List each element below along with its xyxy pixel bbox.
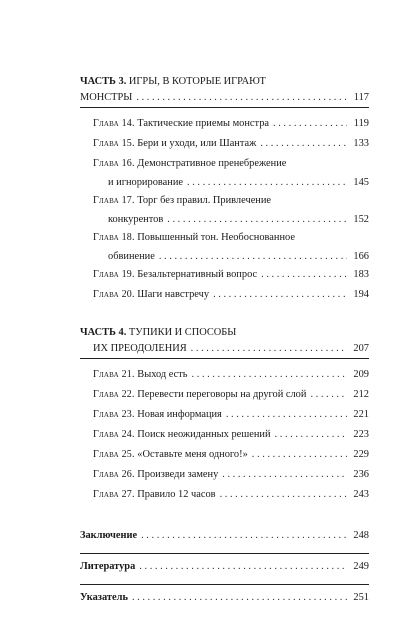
- chapter-title-cont: и игнорирование: [108, 177, 183, 188]
- chapter-page: 194: [353, 289, 369, 300]
- part-4-title-cont: ИХ ПРЕОДОЛЕНИЯ: [93, 343, 187, 354]
- chapter-prefix: Глава 26.: [93, 469, 135, 480]
- chapter-page: 212: [353, 389, 369, 400]
- chapter-prefix: Глава 14.: [93, 118, 135, 129]
- part-3-title: ИГРЫ, В КОТОРЫЕ ИГРАЮТ: [128, 76, 266, 87]
- chapter-title: Повышенный тон. Необоснованное: [137, 232, 295, 243]
- backmatter-title: Заключение: [80, 530, 138, 541]
- leader-dots: [275, 425, 347, 445]
- toc-chapter-22: [80, 385, 369, 405]
- chapter-prefix: Глава 27.: [93, 489, 135, 500]
- chapter-page: 183: [353, 269, 369, 280]
- backmatter-page: 248: [353, 530, 369, 541]
- chapter-title: Новая информация: [137, 409, 222, 420]
- toc-chapter-16: [80, 154, 369, 174]
- part-4-number: ЧАСТЬ 4.: [80, 327, 127, 338]
- divider: [80, 358, 369, 359]
- chapter-page: 166: [353, 251, 369, 262]
- leader-dots: [136, 89, 347, 106]
- toc-chapter-23: [80, 405, 369, 425]
- leader-dots: [141, 525, 347, 547]
- chapter-title: Правило 12 часов: [137, 489, 216, 500]
- chapter-title: Тактические приемы монстра: [137, 118, 270, 129]
- chapter-title: Выход есть: [137, 369, 188, 380]
- chapter-page: 221: [353, 409, 369, 420]
- leader-dots: [260, 134, 347, 154]
- leader-dots: [139, 556, 347, 578]
- leader-dots: [192, 365, 347, 385]
- toc-chapter-17: [80, 191, 369, 211]
- chapter-title: Торг без правил. Привлечение: [137, 195, 272, 206]
- toc-chapter-16-cont: [80, 174, 369, 191]
- part-4-heading-cont: [80, 340, 369, 357]
- toc-chapter-19: [80, 265, 369, 285]
- chapter-prefix: Глава 16.: [93, 158, 135, 169]
- chapter-prefix: Глава 22.: [93, 389, 135, 400]
- divider: [80, 553, 369, 554]
- chapter-page: 243: [353, 489, 369, 500]
- part-4-heading: [80, 325, 369, 340]
- chapter-page: 152: [353, 214, 369, 225]
- chapter-prefix: Глава 18.: [93, 232, 135, 243]
- part-3-page: 117: [353, 92, 369, 103]
- toc-chapter-21: [80, 365, 369, 385]
- leader-dots: [222, 465, 347, 485]
- chapter-page: 229: [353, 449, 369, 460]
- leader-dots: [213, 285, 347, 305]
- chapter-title: Поиск неожиданных решений: [137, 429, 271, 440]
- toc-index: [80, 587, 369, 609]
- toc-chapter-26: [80, 465, 369, 485]
- table-of-contents: [80, 74, 369, 609]
- leader-dots: [167, 211, 347, 228]
- chapter-prefix: Глава 21.: [93, 369, 135, 380]
- leader-dots: [159, 248, 347, 265]
- chapter-prefix: Глава 20.: [93, 289, 135, 300]
- toc-chapter-18: [80, 228, 369, 248]
- toc-conclusion: [80, 525, 369, 547]
- chapter-prefix: Глава 19.: [93, 269, 135, 280]
- toc-chapter-27: [80, 485, 369, 505]
- part-3-heading-cont: [80, 89, 369, 106]
- part-4-page: 207: [353, 343, 369, 354]
- chapter-prefix: Глава 15.: [93, 138, 135, 149]
- toc-literature: [80, 556, 369, 578]
- part-3-heading: [80, 74, 369, 89]
- chapter-title: Безальтернативный вопрос: [137, 269, 258, 280]
- toc-chapter-20: [80, 285, 369, 305]
- leader-dots: [220, 485, 347, 505]
- chapter-title: «Оставьте меня одного!»: [137, 449, 248, 460]
- leader-dots: [310, 385, 347, 405]
- chapter-page: 119: [353, 118, 369, 129]
- toc-chapter-14: [80, 114, 369, 134]
- leader-dots: [187, 174, 347, 191]
- chapter-title: Перевести переговоры на другой слой: [137, 389, 307, 400]
- chapter-title: Демонстративное пренебрежение: [137, 158, 287, 169]
- leader-dots: [252, 445, 347, 465]
- chapter-prefix: Глава 23.: [93, 409, 135, 420]
- leader-dots: [273, 114, 347, 134]
- chapter-prefix: Глава 24.: [93, 429, 135, 440]
- leader-dots: [261, 265, 347, 285]
- toc-chapter-17-cont: [80, 211, 369, 228]
- toc-chapter-24: [80, 425, 369, 445]
- part-3-number: ЧАСТЬ 3.: [80, 76, 127, 87]
- part-4-title: ТУПИКИ И СПОСОБЫ: [128, 327, 237, 338]
- backmatter-title: Литература: [80, 561, 136, 572]
- chapter-title-cont: обвинение: [108, 251, 155, 262]
- chapter-page: 223: [353, 429, 369, 440]
- chapter-page: 133: [353, 138, 369, 149]
- chapter-title: Произведи замену: [137, 469, 219, 480]
- leader-dots: [132, 587, 347, 609]
- chapter-page: 145: [353, 177, 369, 188]
- divider: [80, 584, 369, 585]
- leader-dots: [226, 405, 347, 425]
- chapter-title-cont: конкурентов: [108, 214, 164, 225]
- chapter-title: Бери и уходи, или Шантаж: [137, 138, 257, 149]
- chapter-prefix: Глава 17.: [93, 195, 135, 206]
- backmatter-page: 251: [353, 592, 369, 603]
- chapter-page: 236: [353, 469, 369, 480]
- chapter-page: 209: [353, 369, 369, 380]
- toc-chapter-25: [80, 445, 369, 465]
- leader-dots: [191, 340, 347, 357]
- divider: [80, 107, 369, 108]
- chapter-prefix: Глава 25.: [93, 449, 135, 460]
- backmatter-title: Указатель: [80, 592, 128, 603]
- backmatter-page: 249: [353, 561, 369, 572]
- chapter-title: Шаги навстречу: [137, 289, 210, 300]
- toc-chapter-15: [80, 134, 369, 154]
- toc-chapter-18-cont: [80, 248, 369, 265]
- part-3-title-cont: МОНСТРЫ: [80, 92, 133, 103]
